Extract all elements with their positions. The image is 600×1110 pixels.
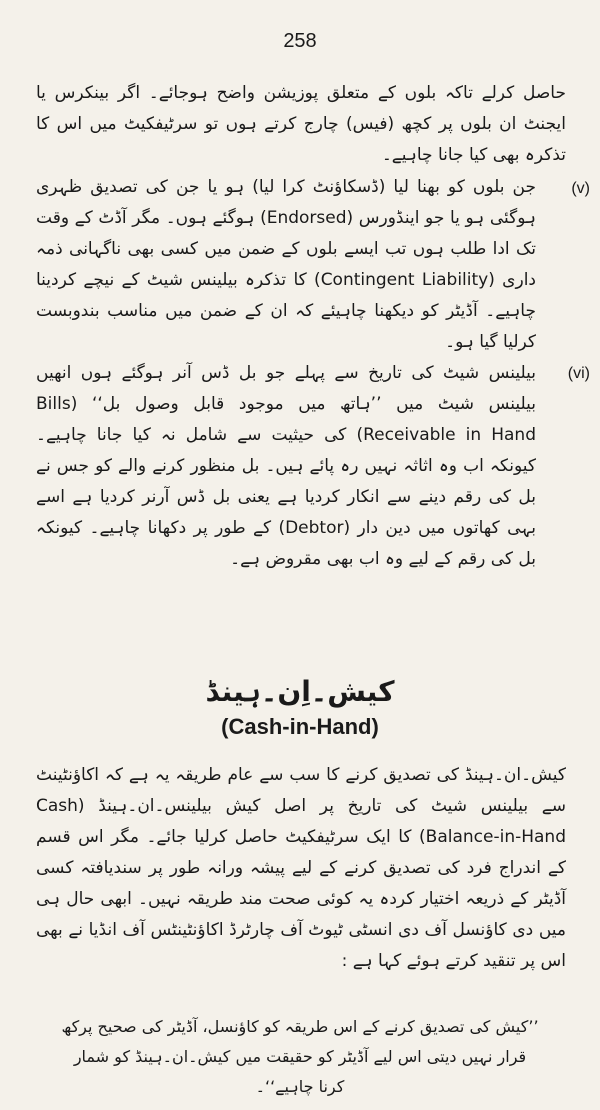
- item-vi-marker: (vi): [567, 365, 590, 382]
- section-heading-urdu: کیش۔اِن۔ہینڈ: [205, 675, 395, 708]
- page-number: 258: [283, 30, 317, 52]
- item-v-paragraph: جن بلوں کو بھنا لیا (ڈسکاؤنٹ کرا لیا) ہو یا جن کی تصدیق ظہری ہوگئی ہو یا جو اینڈورس (Endorsed) ہوگئے ہوں۔ مگر آڈٹ کے وقت تک ادا طلب ہوں تب ایسے بلوں کے ضمن میں کسی بھی ناگہانی ذمہ داری (Contingent Liability) کا تذکرہ بیلینس شیٹ کے نیچے کردینا چاہیے۔ آڈیٹر کو دیکھنا چاہیئے کہ ان کے ضمن میں مناسب بندوبست کرلیا گیا ہو۔: [36, 177, 536, 352]
- item-vi-paragraph: بیلینس شیٹ کی تاریخ سے پہلے جو بل ڈس آنر ہوگئے ہوں انھیں بیلینس شیٹ میں ’’ہاتھ میں موجود قابل وصول بل‘‘ (Bills Receivable in Hand) کی حیثیت سے شامل نہ کیا جانا چاہیے۔ کیونکہ اب وہ اثاثہ نہیں رہ پائے ہیں۔ بل منظور کرنے والے کو جس نے بل کی رقم دینے سے انکار کردیا ہے یعنی بل ڈس آرنر کردیا ہے اسے بہی کھاتوں میں دین دار (Debtor) کے طور پر دکھانا چاہیے۔ کیونکہ بل کی رقم کے لیے وہ اب بھی مقروض ہے۔: [36, 363, 536, 569]
- intro-paragraph: حاصل کرلے تاکہ بلوں کے متعلق پوزیشن واضح ہوجائے۔ اگر بینکرس یا ایجنٹ ان بلوں پر کچھ (فیس) چارج کرتے ہوں تو سرٹیفکیٹ میں اس کا تذکرہ بھی کیا جانا چاہیے۔: [36, 83, 566, 165]
- item-v-marker: (v): [571, 180, 590, 197]
- section-heading-english: (Cash-in-Hand): [221, 714, 379, 739]
- section-heading: [0, 672, 600, 742]
- quote-paragraph: ’’کیش کی تصدیق کرنے کے اس طریقہ کو کاؤنسل، آڈیٹر کی صحیح پرکھ قرار نہیں دیتی اس لیے آڈیٹر کو حقیقت میں کیش۔ان۔ہینڈ کو شمار کرنا چاہیے‘‘۔: [61, 1017, 539, 1096]
- cash-paragraph: کیش۔ان۔ہینڈ کی تصدیق کرنے کا سب سے عام طریقہ یہ ہے کہ اکاؤنٹینٹ سے بیلینس شیٹ کی تاریخ پر اصل کیش بیلینس۔ان۔ہینڈ (Cash Balance-in-Hand) کا ایک سرٹیفکیٹ حاصل کرلیا جائے۔ مگر اس قسم کے اندراج فرد کی تصدیق کرنے کے لیے پیشہ ورانہ طور پر سندیافتہ کسی آڈیٹر کے ذریعہ اختیار کردہ یہ کوئی صحت مند طریقہ نہیں۔ ابھی حال ہی میں دی کاؤنسل آف دی انسٹی ٹیوٹ آف چارٹرڈ اکاؤنٹینٹس آف انڈیا نے بھی اس پر تنقید کرتے ہوئے کہا ہے :: [36, 765, 566, 971]
